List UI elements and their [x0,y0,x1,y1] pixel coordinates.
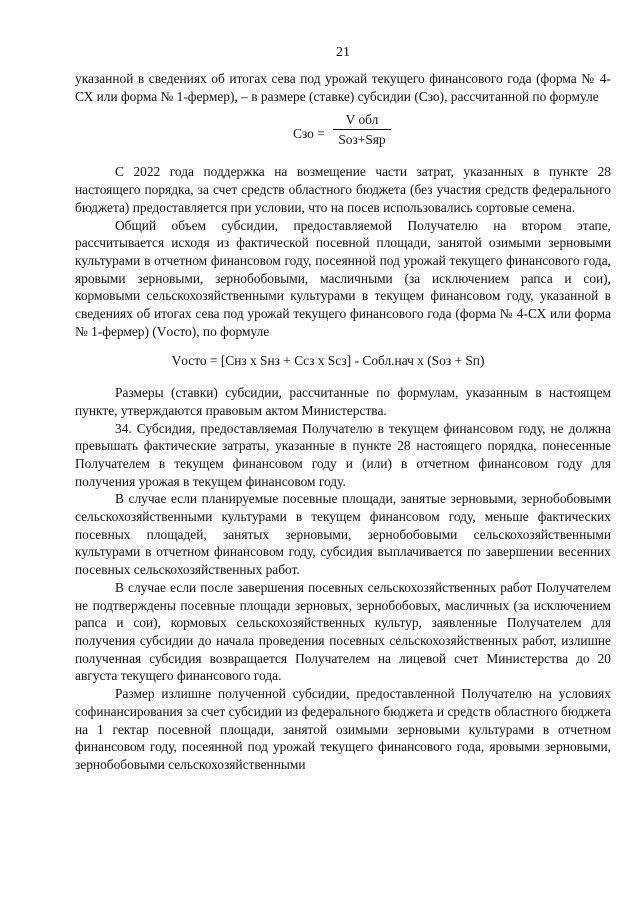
formula-szo-lhs: Сзо = [293,126,325,142]
paragraph-4: Размеры (ставки) субсидии, рассчитанные по формулам, указанным в настоящем пункте, утверждаются правовым актом Министерства. [75,385,611,418]
paragraph-8: Размер излишне полученной субсидии, предоставленной Получателю на условиях софинансирования за счет субсидии из федерального бюджета и средств областного бюджета на 1 гектар посевной площади, занятой озимыми зерновыми культурами в отчетном финансовом году, посеянной под урожай текущего финансового года, яровыми зерновыми, зернобобовыми сельскохозяйственными [75,686,611,772]
paragraph-1: указанной в сведениях об итогах сева под урожай текущего финансового года (форма № 4-СХ или форма № 1-фермер), – в размере (ставке) субсидии (Сзо), рассчитанной по формуле [75,71,611,104]
page-number: 21 [336,45,350,60]
formula-vosto: Vосто = [Снз х Sнз + Сcз х Sсз] - Cобл.нач х (Sоз + Sп) [171,353,485,369]
paragraph-6: В случае если планируемые посевные площади, занятые зерновыми, зернобобовыми сельскохозяйственными культурами в текущем финансовом году, меньше фактических посевных площадей, занятых зерновыми, зернобобовыми сельскохозяйственными культурами в отчетном финансовом году, субсидия выплачивается по завершении весенних посевных сельскохозяйственных работ. [75,491,611,578]
formula-szo-numerator: V обл [333,111,391,130]
paragraph-3: Общий объем субсидии, предоставляемой Получателю на втором этапе, рассчитывается исходя из фактической посевной площади, занятой озимыми зерновыми культурами в отчетном финансовом году, посеянной под урожай текущего финансового года, яровыми зерновыми, зернобобовыми, масличными (за исключением рапса и сои), кормовыми сельскохозяйственными культурами в текущем финансовом году, указанной в сведениях об итогах сева под урожай текущего финансового года (форма № 4-СХ или форма № 1-фермер) (Vосто), по формуле [75,217,611,339]
paragraph-7: В случае если после завершения посевных сельскохозяйственных работ Получателем не подтверждены посевные площади зерновых, зернобобовых, масличных (за исключением рапса и сои), кормовых сельскохозяйственных культур, заявленные Получателем для получения субсидии до начала проведения посевных сельскохозяйственных работ, излишне полученная субсидия возвращается Получателем на лицевой счет Министерства до 20 августа текущего финансового года. [75,579,611,684]
paragraph-5: 34. Субсидия, предоставляемая Получателю в текущем финансовом году, не должна превышать фактические затраты, указанные в пункте 28 настоящего порядка, понесенные Получателем в текущем финансовом году и (или) в отчетном финансовом году для получения урожая в текущем финансовом году. [75,420,611,489]
paragraph-2: С 2022 года поддержка на возмещение части затрат, указанных в пункте 28 настоящего порядка, за счет средств областного бюджета (без участия средств федерального бюджета) предоставляется при условии, что на посев использовались сортовые семена. [75,164,611,215]
document-page [75,44,611,774]
formula-szo-denominator: Sоз+Sяр [338,132,386,148]
formula-szo [75,111,611,157]
formula-szo-fraction [333,111,391,148]
